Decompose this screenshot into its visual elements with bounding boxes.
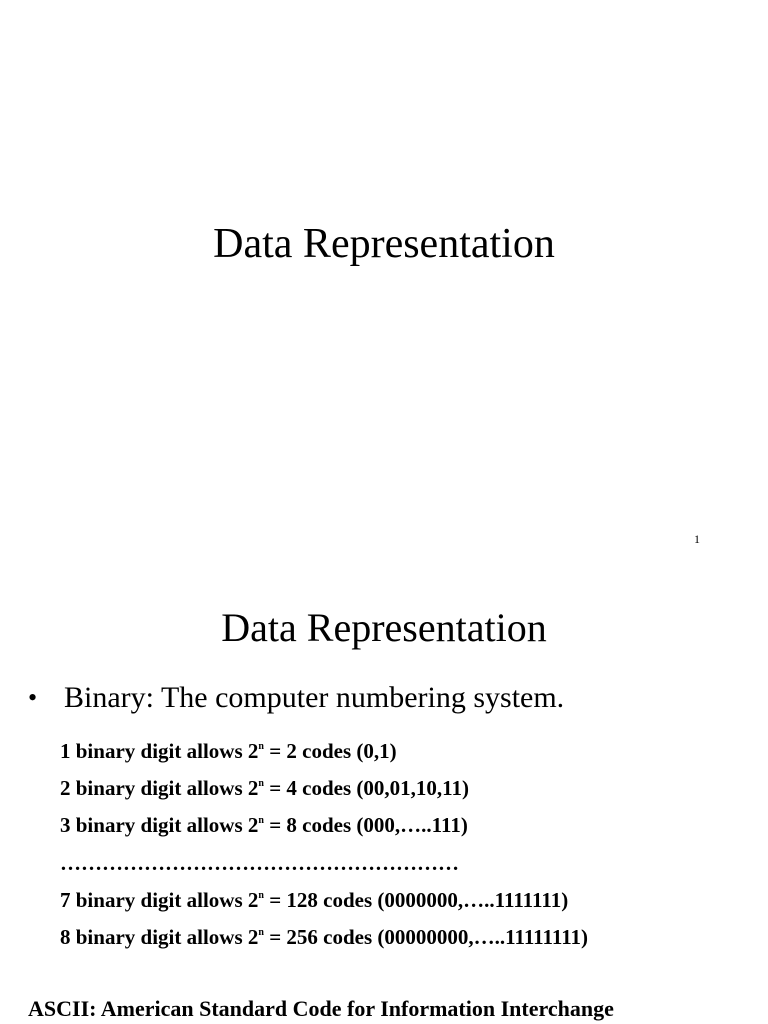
page-number: 1 xyxy=(694,532,700,546)
ellipsis-line: ………………………………………………… xyxy=(60,850,459,875)
code-line: 7 binary digit allows $2^n = 128$ codes (0000000,…..1111111) xyxy=(60,887,569,912)
slide-title: Data Representation xyxy=(213,221,555,267)
ascii-definition: ASCII: American Standard Code for Information Interchange xyxy=(28,996,614,1021)
binary-code-list xyxy=(60,733,588,956)
code-line: 2 binary digit allows $2^n = 4$ codes (00,01,10,11) xyxy=(60,776,469,801)
code-line: 8 binary digit allows $2^n = 256$ codes (00000000,…..11111111) xyxy=(60,925,589,950)
bullet-item xyxy=(28,678,564,718)
slide-heading: Data Representation xyxy=(221,605,547,650)
bullet-icon: • xyxy=(28,683,38,712)
bullet-text: Binary: The computer numbering system. xyxy=(64,681,565,714)
code-line: 3 binary digit allows $2^n = 8$ codes (000,…..111) xyxy=(60,813,468,838)
code-line: 1 binary digit allows $2^n = 2$ codes (0,1) xyxy=(60,739,397,763)
